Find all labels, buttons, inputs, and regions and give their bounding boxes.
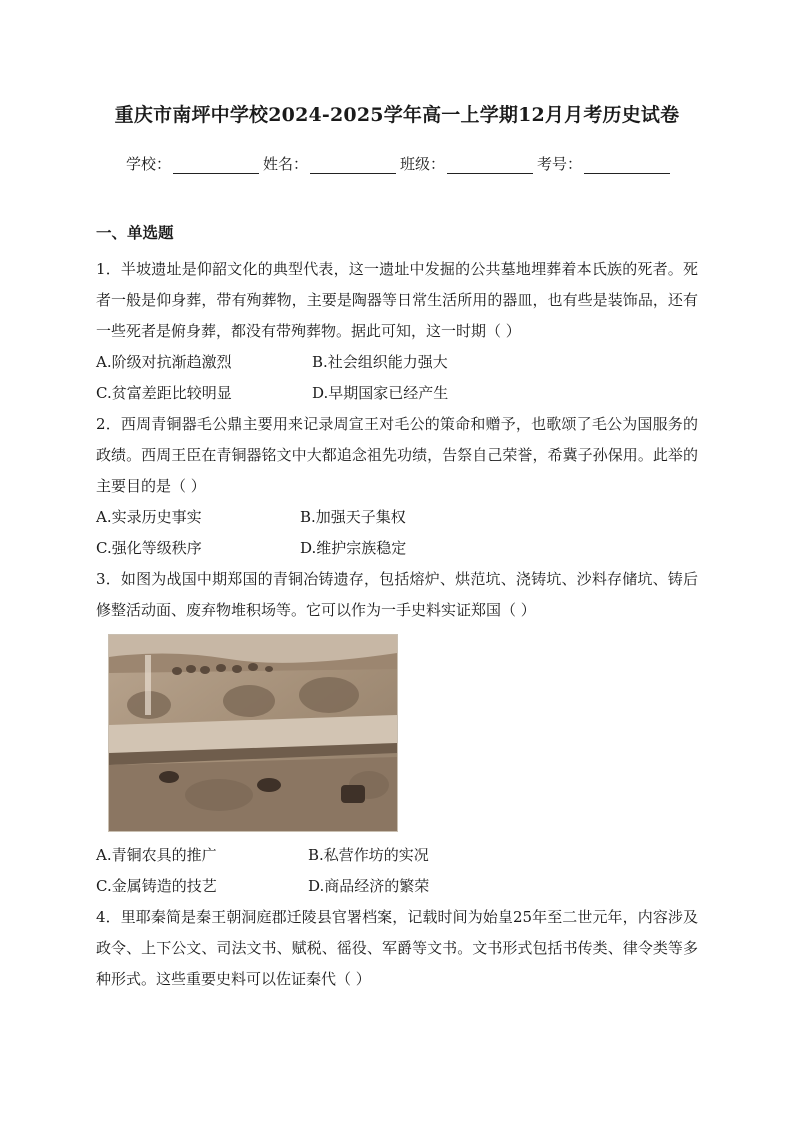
question-2-stem: 2．西周青铜器毛公鼎主要用来记录周宣王对毛公的策命和赠予，也歌颂了毛公为国服务的政绩。西周王臣在青铜器铭文中大都追念祖先功绩，告祭自己荣誉，希冀子孙保用。此举的主要目的是（ ） [96,415,698,495]
student-info-row [126,153,686,174]
bronze-foundry-ruins-image [108,634,398,832]
question-3-options [96,840,698,902]
name-label: 姓名： [263,155,309,173]
school-blank [173,158,259,174]
option-c: C.贫富差距比较明显 [96,384,232,402]
exam-number-field [537,153,672,174]
option-a: A.阶级对抗渐趋激烈 [96,353,232,371]
option-b: B.加强天子集权 [300,508,406,526]
exam-number-label: 考号： [537,155,583,173]
option-d: D.商品经济的繁荣 [308,877,430,895]
section-heading: 一、单选题 [96,223,174,242]
name-blank [310,158,396,174]
option-c: C.强化等级秩序 [96,539,202,557]
question-4-stem: 4．里耶秦简是秦王朝洞庭郡迁陵县官署档案，记载时间为始皇25年至二世元年，内容涉及政令、上下公文、司法文书、赋税、徭役、军爵等文书。文书形式包括书传类、律令类等多种形式。这些重要史料可以佐证秦代（ ） [96,908,698,988]
option-b: B.社会组织能力强大 [312,353,448,371]
question-2-options [96,502,698,564]
school-label: 学校： [126,155,172,173]
exam-title: 重庆市南坪中学校2024-2025学年高一上学期12月月考历史试卷 [114,104,680,126]
school-field [126,153,261,174]
question-1-stem: 1．半坡遗址是仰韶文化的典型代表，这一遗址中发掘的公共墓地埋葬着本氏族的死者。死者一般是仰身葬，带有殉葬物，主要是陶器等日常生活所用的器皿，也有些是装饰品，还有一些死者是俯身葬，都没有带殉葬物。据此可知，这一时期（ ） [96,260,698,340]
question-1-options [96,347,698,409]
option-d: D.早期国家已经产生 [312,384,449,402]
option-a: A.实录历史事实 [96,508,202,526]
option-c: C.金属铸造的技艺 [96,877,217,895]
class-label: 班级： [400,155,446,173]
option-b: B.私营作坊的实况 [308,846,429,864]
option-a: A.青铜农具的推广 [96,846,217,864]
option-d: D.维护宗族稳定 [300,539,407,557]
question-list [96,254,698,995]
class-field [400,153,535,174]
question-3-stem: 3．如图为战国中期郑国的青铜冶铸遗存，包括熔炉、烘范坑、浇铸坑、沙料存储坑、铸后修整活动面、废弃物堆积场等。它可以作为一手史料实证郑国（ ） [96,570,698,619]
exam-number-blank [584,158,670,174]
name-field [263,153,398,174]
class-blank [447,158,533,174]
